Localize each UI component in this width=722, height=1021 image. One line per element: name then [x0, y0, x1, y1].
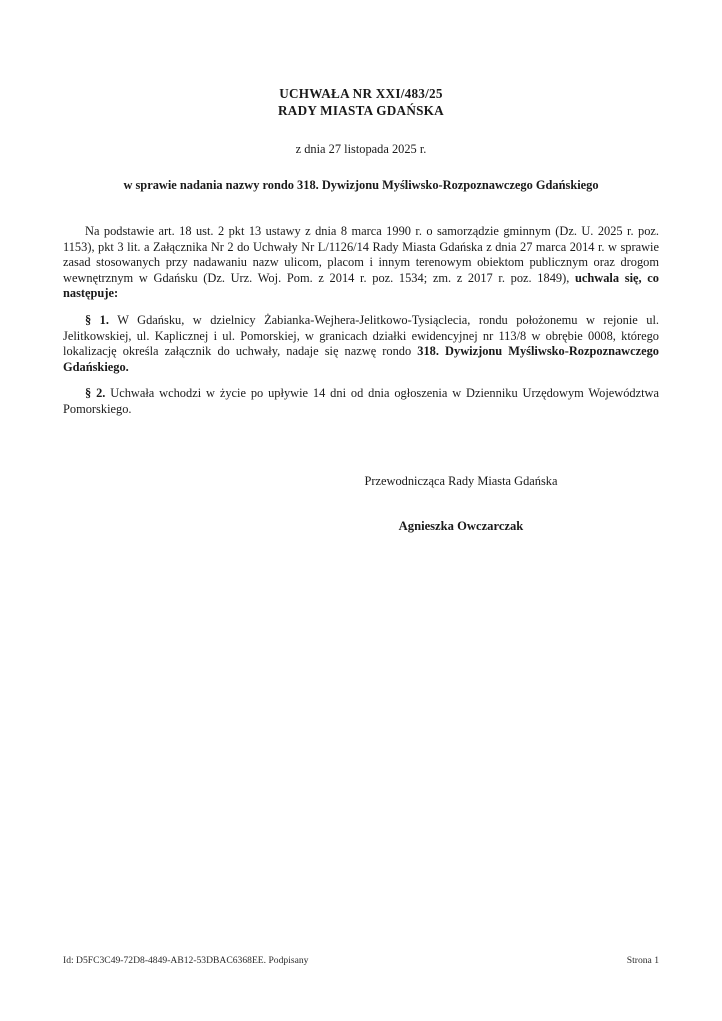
- section-1-bold-tail: 318. Dywizjonu Myśliwsko-Rozpoznawczego Gdańskiego.: [63, 344, 660, 374]
- footer-page-number: Strona 1: [626, 955, 659, 966]
- document-body: [63, 224, 659, 418]
- signature-name: Agnieszka Owczarczak: [398, 518, 524, 533]
- section-2-marker: § 2.: [85, 386, 106, 401]
- footer-document-id: Id: D5FC3C49-72D8-4849-AB12-53DBAC6368EE. Podpisany: [63, 955, 309, 966]
- preamble-paragraph: [63, 224, 659, 302]
- document-subject: w sprawie nadania nazwy rondo 318. Dywizjonu Myśliwsko-Rozpoznawczego Gdańskiego: [123, 178, 599, 192]
- document-content: [63, 0, 659, 534]
- document-title: [63, 86, 659, 119]
- title-line-1: UCHWAŁA NR XXI/483/25: [279, 86, 443, 101]
- signature-role: Przewodnicząca Rady Miasta Gdańska: [364, 473, 558, 488]
- section-1-text: W Gdańsku, w dzielnicy Żabianka-Wejhera-Jelitkowo-Tysiąclecia, rondu położonemu w rejonie ul. Jelitkowskiej, ul. Kaplicznej i ul. Pomorskiej, w granicach działki ewidencyjnej nr 113/8 w obrębie 0008, którego lokalizację określa załącznik do uchwały, nadaje się nazwę rondo: [63, 312, 659, 359]
- signature-block: [63, 474, 659, 534]
- preamble-bold-tail: uchwala się, co następuje:: [63, 270, 659, 301]
- section-2-paragraph: [63, 386, 659, 417]
- section-1-paragraph: [63, 313, 659, 375]
- page-footer: [63, 955, 659, 967]
- title-line-2: RADY MIASTA GDAŃSKA: [278, 102, 444, 118]
- document-date: z dnia 27 listopada 2025 r.: [295, 142, 427, 156]
- section-1-marker: § 1.: [85, 312, 109, 327]
- section-2-text: Uchwała wchodzi w życie po upływie 14 dni od dnia ogłoszenia w Dzienniku Urzędowym Województwa Pomorskiego.: [63, 386, 660, 416]
- preamble-text: Na podstawie art. 18 ust. 2 pkt 13 ustawy z dnia 8 marca 1990 r. o samorządzie gminnym (Dz. U. 2025 r. poz. 1153), pkt 3 lit. a Załącznika Nr 2 do Uchwały Nr L/1126/14 Rady Miasta Gdańska z dnia 27 marca 2014 r. w sprawie zasad stosowanych przy nadawaniu nazw ulicom, placom i innym terenowym obiektom publicznym oraz drogom wewnętrznym w Gdańsku (Dz. Urz. Woj. Pom. z 2014 r. poz. 1534; zm. z 2017 r. poz. 1849),: [63, 224, 659, 285]
